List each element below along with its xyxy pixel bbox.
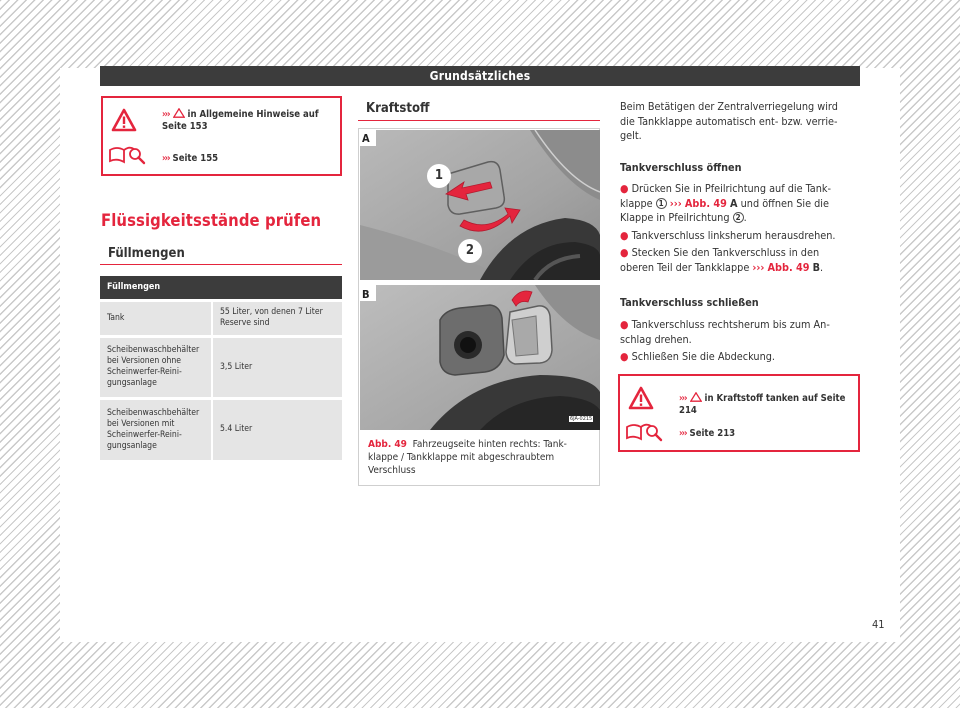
warning-icon: [628, 386, 654, 410]
fill-table-header: Füllmengen: [100, 276, 342, 300]
figure-caption: Abb. 49 Fahrzeugseite hinten rechts: Tank- klappe / Tankklappe mit abgeschraubtem Verschluss: [368, 439, 567, 476]
table-cell-label: Scheibenwaschbehälter bei Versionen mit Scheinwerfer-Reini- gungsanlage: [100, 398, 212, 460]
page-header: Grundsätzliches: [100, 66, 860, 86]
fill-table: [100, 276, 342, 460]
panel-b-image: [360, 285, 600, 430]
table-cell-value: 55 Liter, von denen 7 Liter Reserve sind: [212, 300, 342, 336]
table-row: [100, 336, 342, 398]
figure-code: 6JA-0215: [570, 416, 593, 422]
warning-icon: [111, 108, 137, 132]
kraftstoff-divider: [358, 120, 600, 121]
open-steps: ● Drücken Sie in Pfeilrichtung auf die Tank- klappe 1 ››› Abb. 49 A und öffnen Sie die Klappe in Pfeilrichtung 2 . ● Tankverschluss linksherum herausdrehen. ● Stecken Sie den Tankverschluss in den oberen Teil der Tankklappe ››› Abb. 49 B.: [620, 182, 836, 274]
callout-number-1: 1: [656, 198, 667, 209]
figure-link[interactable]: Abb. 49: [767, 260, 810, 274]
table-row: [100, 300, 342, 336]
fuel-warning-callout: [618, 374, 860, 452]
page-reference[interactable]: ››› Seite 155: [162, 153, 219, 164]
warning-reference[interactable]: ››› in Kraftstoff tanken auf Seite 214: [679, 393, 846, 416]
page-number: 41: [872, 618, 885, 631]
close-heading: Tankverschluss schließen: [620, 296, 759, 309]
table-cell-value: 5.4 Liter: [212, 398, 342, 460]
kraftstoff-title: Kraftstoff: [366, 101, 430, 116]
warning-reference[interactable]: ››› in Allgemeine Hinweise auf Seite 153: [162, 109, 319, 132]
marker-2: 2: [465, 243, 475, 258]
figure-link[interactable]: Abb. 49: [684, 196, 727, 210]
bullet-icon: ●: [620, 350, 629, 364]
fuel-flap-figure: [358, 128, 600, 486]
fuel-flap-illustration: [360, 130, 600, 430]
panel-b-label: B: [362, 288, 370, 301]
page-reference[interactable]: ››› Seite 213: [679, 428, 736, 439]
warning-callout: [101, 96, 342, 176]
small-warning-icon: [690, 392, 702, 402]
callout-number-2: 2: [733, 212, 744, 223]
table-row: [100, 398, 342, 460]
table-cell-label: Tank: [100, 300, 212, 336]
bullet-icon: ●: [620, 318, 629, 331]
bullet-icon: ●: [620, 182, 629, 195]
table-cell-value: 3,5 Liter: [212, 336, 342, 398]
panel-a-image: [360, 130, 600, 280]
bullet-icon: ●: [620, 228, 629, 242]
intro-text: Beim Betätigen der Zentralverriegelung wird die Tankklappe automatisch ent- bzw. verrie- gelt.: [620, 100, 838, 143]
bullet-icon: ●: [620, 246, 629, 260]
panel-a-label: A: [362, 132, 370, 145]
marker-1: 1: [434, 168, 444, 183]
section-subtitle: Füllmengen: [108, 246, 185, 261]
section-title: Flüssigkeitsstände prüfen: [101, 211, 322, 230]
book-reference-icon: [624, 420, 664, 444]
book-reference-icon: [107, 143, 147, 167]
open-heading: Tankverschluss öffnen: [620, 161, 742, 174]
subtitle-divider: [100, 264, 342, 265]
table-cell-label: Scheibenwaschbehälter bei Versionen ohne Scheinwerfer-Reini- gungsanlage: [100, 336, 212, 398]
close-steps: ● Tankverschluss rechtsherum bis zum An- schlag drehen. ● Schließen Sie die Abdeckung.: [620, 318, 830, 364]
small-warning-icon: [173, 108, 185, 118]
